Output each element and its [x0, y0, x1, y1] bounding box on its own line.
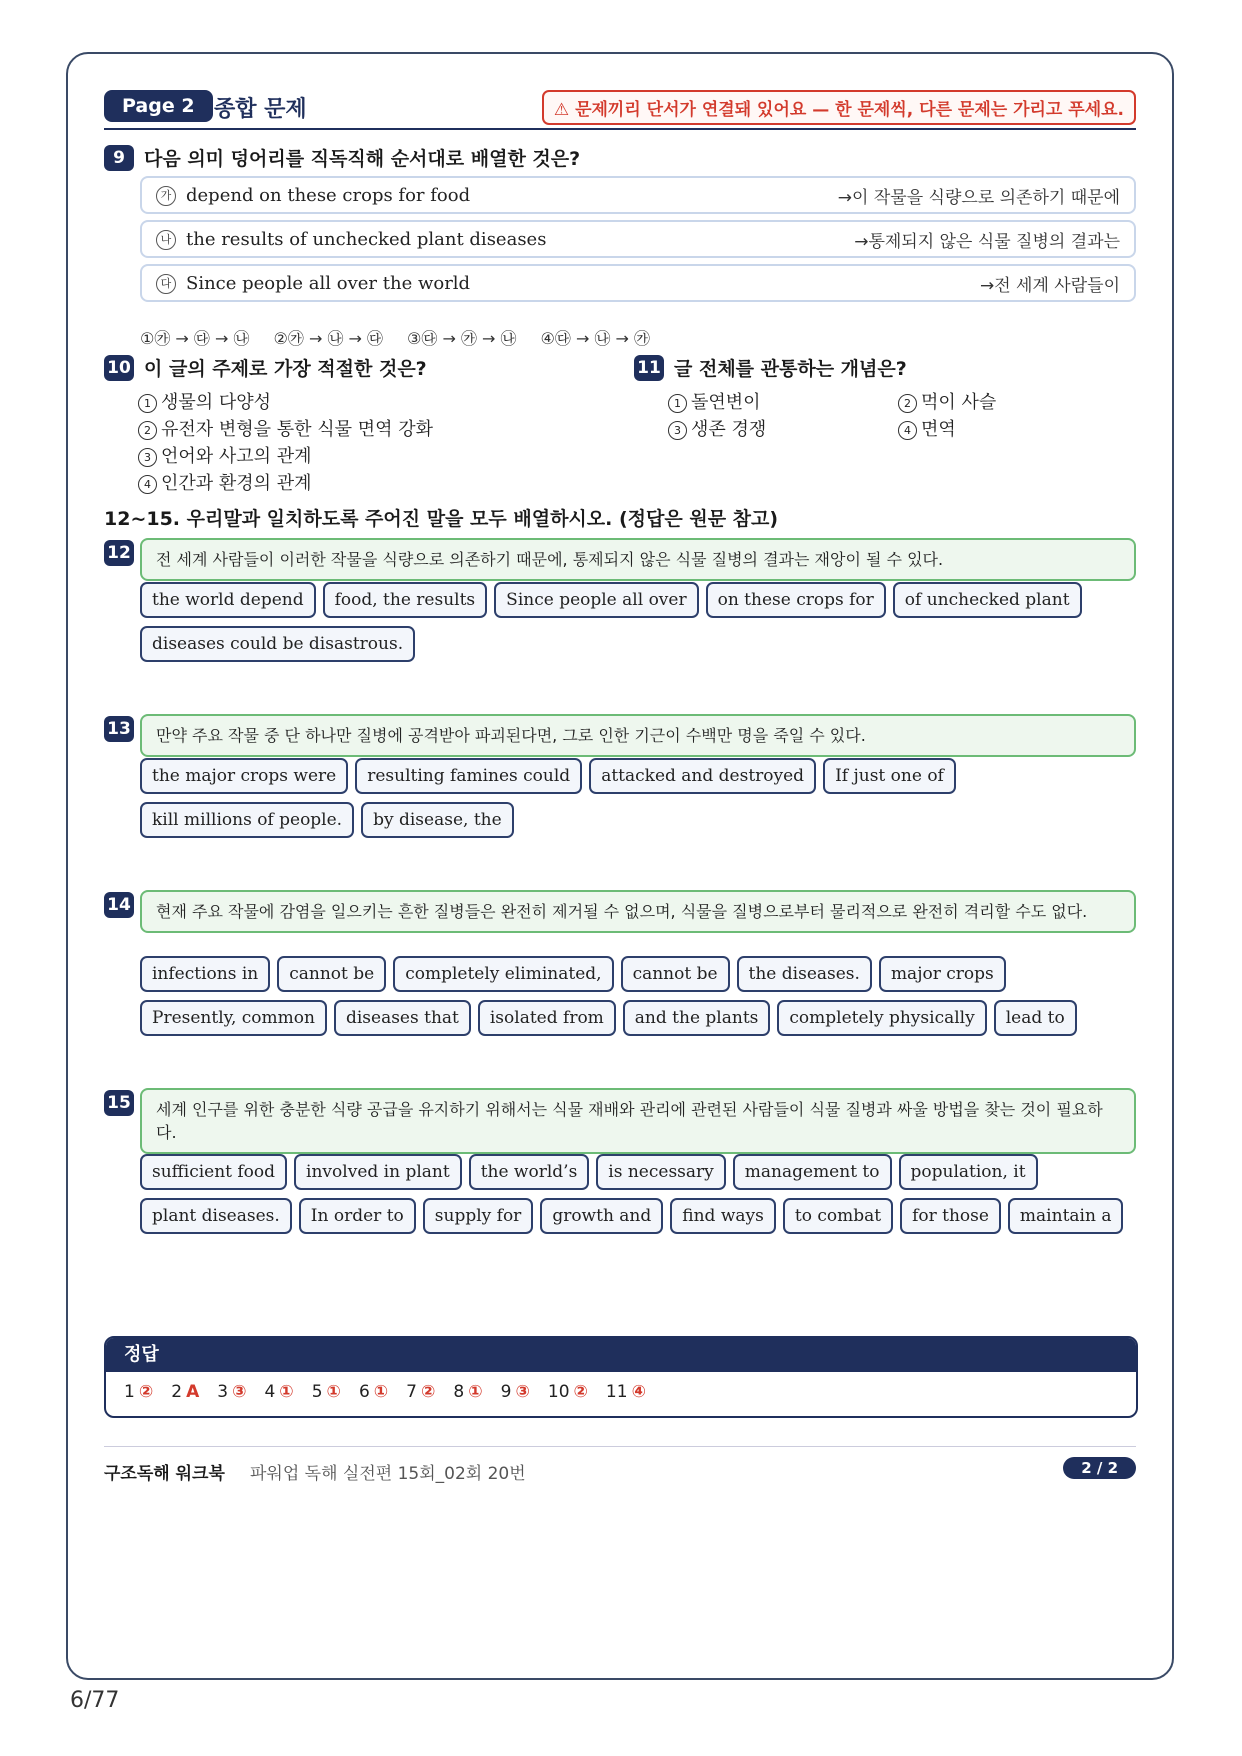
chunk-korean: →이 작물을 식량으로 의존하기 때문에: [837, 187, 1120, 208]
question-number: 11: [634, 355, 664, 381]
word-tile[interactable]: supply for: [423, 1198, 534, 1234]
chunk-english: depend on these crops for food: [186, 184, 471, 206]
answer-item: 3 ③: [217, 1382, 247, 1402]
question-14-number: 14: [104, 892, 134, 918]
question-number: 9: [104, 145, 134, 171]
word-tile[interactable]: attacked and destroyed: [589, 758, 816, 794]
word-tile[interactable]: of unchecked plant: [893, 582, 1082, 618]
word-tiles: [140, 582, 1140, 662]
question-number: 10: [104, 355, 134, 381]
question-9: [104, 144, 580, 171]
word-tile[interactable]: find ways: [670, 1198, 776, 1234]
word-tile[interactable]: completely eliminated,: [393, 956, 613, 992]
word-tile[interactable]: If just one of: [823, 758, 956, 794]
answer-item: 2 A: [171, 1382, 200, 1402]
question-15-number: 15: [104, 1090, 134, 1116]
answer-item: 5 ①: [311, 1382, 341, 1402]
chunk-english: the results of unchecked plant diseases: [186, 228, 547, 250]
option[interactable]: 4 면역: [898, 415, 956, 441]
word-tile[interactable]: involved in plant: [294, 1154, 462, 1190]
answer-item: 11 ④: [605, 1382, 646, 1402]
word-tile[interactable]: diseases that: [334, 1000, 471, 1036]
answer-item: 7 ②: [406, 1382, 436, 1402]
q9-options: [140, 326, 650, 349]
word-tile[interactable]: growth and: [540, 1198, 663, 1234]
word-tile[interactable]: kill millions of people.: [140, 802, 354, 838]
chunk-row: [140, 220, 1136, 258]
answer-item: 6 ①: [358, 1382, 389, 1402]
word-tile[interactable]: management to: [733, 1154, 892, 1190]
word-tile[interactable]: plant diseases.: [140, 1198, 292, 1234]
section-title: 종합 문제: [214, 97, 307, 122]
word-tile[interactable]: Since people all over: [494, 582, 698, 618]
word-tile[interactable]: the world’s: [469, 1154, 590, 1190]
chunk-english: Since people all over the world: [186, 272, 471, 294]
page-badge: Page 2: [104, 90, 213, 122]
word-tile[interactable]: the diseases.: [737, 956, 872, 992]
word-tile[interactable]: by disease, the: [361, 802, 514, 838]
answer-item: 10 ②: [547, 1382, 588, 1402]
option[interactable]: 3 언어와 사고의 관계: [138, 442, 312, 468]
document-page-counter: 6/77: [70, 1688, 120, 1713]
option[interactable]: 1 생물의 다양성: [138, 388, 271, 414]
word-tile[interactable]: the major crops were: [140, 758, 348, 794]
option[interactable]: ②㉮ → ㉯ → ㉰: [273, 329, 384, 348]
answer-key: [104, 1336, 1138, 1418]
answer-item: 8 ①: [453, 1382, 483, 1402]
question-text: 글 전체를 관통하는 개념은?: [674, 358, 907, 380]
chunk-row: [140, 264, 1136, 302]
question-13-number: 13: [104, 716, 134, 742]
option[interactable]: 2 유전자 변형을 통한 식물 면역 강화: [138, 415, 433, 441]
page-indicator: 2 / 2: [1063, 1457, 1136, 1479]
question-10: [104, 354, 427, 381]
question-text: 이 글의 주제로 가장 적절한 것은?: [144, 358, 427, 380]
word-tile[interactable]: and the plants: [623, 1000, 771, 1036]
word-tile[interactable]: major crops: [879, 956, 1006, 992]
word-tile[interactable]: maintain a: [1008, 1198, 1124, 1234]
question-text: 다음 의미 덩어리를 직독직해 순서대로 배열한 것은?: [144, 148, 581, 170]
word-tile[interactable]: on these crops for: [706, 582, 886, 618]
word-tile[interactable]: Presently, common: [140, 1000, 327, 1036]
chunk-mark: 가: [156, 186, 176, 206]
question-11: [634, 354, 907, 381]
workbook-source: 파워업 독해 실전편 15회_02회 20번: [250, 1464, 526, 1484]
chunk-korean: →전 세계 사람들이: [979, 275, 1120, 296]
question-12-number: 12: [104, 540, 134, 566]
word-tile[interactable]: population, it: [899, 1154, 1038, 1190]
word-tile[interactable]: is necessary: [596, 1154, 725, 1190]
word-tile[interactable]: In order to: [299, 1198, 416, 1234]
option[interactable]: 3 생존 경쟁: [668, 415, 766, 441]
option[interactable]: 4 인간과 환경의 관계: [138, 469, 312, 495]
word-tile[interactable]: for those: [900, 1198, 1001, 1234]
word-tiles: [140, 1154, 1140, 1234]
option[interactable]: ①㉮ → ㉰ → ㉯: [140, 329, 250, 348]
answer-item: 4 ①: [264, 1382, 294, 1402]
korean-sentence: 세계 인구를 위한 충분한 식량 공급을 유지하기 위해서는 식물 재배와 관리에 관련된 사람들이 식물 질병과 싸울 방법을 찾는 것이 필요하다.: [140, 1088, 1136, 1154]
workbook-title: 구조독해 워크북: [104, 1464, 225, 1484]
word-tile[interactable]: isolated from: [478, 1000, 616, 1036]
option[interactable]: ③㉰ → ㉮ → ㉯: [407, 329, 517, 348]
korean-sentence: 전 세계 사람들이 이러한 작물을 식량으로 의존하기 때문에, 통제되지 않은 식물 질병의 결과는 재앙이 될 수 있다.: [140, 538, 1136, 581]
chunk-mark: 다: [156, 274, 176, 294]
warning-banner: ⚠ 문제끼리 단서가 연결돼 있어요 — 한 문제씩, 다른 문제는 가리고 푸세요.: [542, 90, 1136, 125]
answer-item: 9 ③: [500, 1382, 530, 1402]
answer-list: [106, 1372, 1136, 1412]
word-tile[interactable]: cannot be: [621, 956, 730, 992]
answer-item: 1 ②: [124, 1382, 154, 1402]
section-instructions: 12~15. 우리말과 일치하도록 주어진 말을 모두 배열하시오. (정답은 원문 참고): [104, 508, 779, 530]
word-tiles: [140, 956, 1140, 1036]
word-tile[interactable]: diseases could be disastrous.: [140, 626, 415, 662]
chunk-korean: →통제되지 않은 식물 질병의 결과는: [854, 231, 1120, 252]
page-header: [104, 90, 1136, 130]
korean-sentence: 만약 주요 작물 중 단 하나만 질병에 공격받아 파괴된다면, 그로 인한 기근이 수백만 명을 죽일 수 있다.: [140, 714, 1136, 757]
answer-key-title: 정답: [106, 1338, 1136, 1372]
word-tile[interactable]: the world depend: [140, 582, 316, 618]
korean-sentence: 현재 주요 작물에 감염을 일으키는 흔한 질병들은 완전히 제거될 수 없으며, 식물을 질병으로부터 물리적으로 완전히 격리할 수도 없다.: [140, 890, 1136, 933]
word-tiles: [140, 758, 1140, 838]
option[interactable]: ④㉰ → ㉯ → ㉮: [540, 329, 651, 348]
worksheet-page: [66, 52, 1174, 1680]
word-tile[interactable]: resulting famines could: [355, 758, 582, 794]
word-tile[interactable]: completely physically: [777, 1000, 986, 1036]
word-tile[interactable]: cannot be: [277, 956, 386, 992]
option[interactable]: 1 돌연변이: [668, 388, 761, 414]
word-tile[interactable]: food, the results: [323, 582, 488, 618]
option[interactable]: 2 먹이 사슬: [898, 388, 996, 414]
page-footer: [104, 1446, 1136, 1487]
word-tile[interactable]: sufficient food: [140, 1154, 287, 1190]
word-tile[interactable]: to combat: [783, 1198, 893, 1234]
chunk-row: [140, 176, 1136, 214]
chunk-mark: 나: [156, 230, 176, 250]
word-tile[interactable]: lead to: [994, 1000, 1077, 1036]
word-tile[interactable]: infections in: [140, 956, 270, 992]
